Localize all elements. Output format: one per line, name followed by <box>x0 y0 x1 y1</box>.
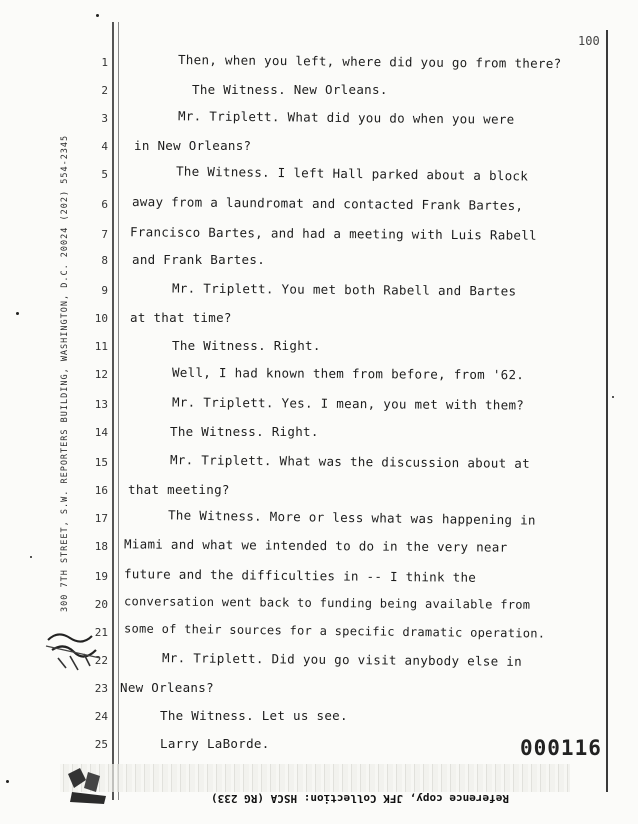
right-margin-rule <box>606 30 608 792</box>
document-stamp: 000116 <box>520 736 602 760</box>
ink-speck <box>30 556 32 558</box>
line-number: 16 <box>94 484 108 497</box>
transcript-line: Larry LaBorde. <box>160 736 270 751</box>
transcript-line: future and the difficulties in -- I think the <box>123 566 477 585</box>
line-number: 12 <box>94 368 108 381</box>
line-number: 7 <box>101 228 108 241</box>
transcript-line: and Frank Bartes. <box>132 252 266 267</box>
transcript-line: Mr. Triplett. Did you go visit anybody else in <box>161 650 523 669</box>
line-number: 25 <box>94 738 108 751</box>
transcript-line: Then, when you left, where did you go from there? <box>177 51 562 72</box>
line-number: 23 <box>94 682 108 695</box>
line-number: 1 <box>101 56 108 69</box>
stamp-smudge-icon <box>66 766 126 806</box>
transcript-line: away from a laundromat and contacted Frank Bartes, <box>131 193 524 214</box>
page-number: 100 <box>578 34 600 48</box>
transcript-line: The Witness. More or less what was happening in <box>167 507 536 528</box>
line-number: 5 <box>101 168 108 181</box>
line-number: 4 <box>101 140 108 153</box>
transcript-line: Francisco Bartes, and had a meeting with Luis Rabell <box>129 224 537 243</box>
transcript-line: Miami and what we intended to do in the very near <box>123 536 508 555</box>
line-number: 18 <box>94 540 108 553</box>
transcript-line: Mr. Triplett. What was the discussion about at <box>169 452 531 471</box>
transcript-line: in New Orleans? <box>134 138 252 153</box>
ink-speck <box>16 312 19 315</box>
transcript-line: The Witness. Right. <box>170 424 319 439</box>
scan-noise-band <box>60 764 570 792</box>
transcript-line: The Witness. I left Hall parked about a block <box>175 163 529 184</box>
line-number: 17 <box>94 512 108 525</box>
line-number: 19 <box>94 570 108 583</box>
handwritten-mark-icon <box>44 628 104 672</box>
line-number: 11 <box>94 340 108 353</box>
line-number: 9 <box>101 284 108 297</box>
line-number: 15 <box>94 456 108 469</box>
reporter-address: 300 7TH STREET, S.W. REPORTERS BUILDING, WASHINGTON, D.C. 20024 (202) 554-2345 <box>60 134 70 612</box>
line-number: 24 <box>94 710 108 723</box>
line-number: 13 <box>94 398 108 411</box>
archive-footer: Reference copy, JFK Collection: HSCA (RG 233) <box>211 792 510 805</box>
line-number: 8 <box>101 254 108 267</box>
line-number: 10 <box>94 312 108 325</box>
line-number: 21 <box>94 626 108 639</box>
transcript-line: that meeting? <box>128 482 230 497</box>
transcript-line: Well, I had known them from before, from '62. <box>171 364 525 383</box>
line-number: 2 <box>101 84 108 97</box>
ink-speck <box>96 14 99 17</box>
transcript-line: Mr. Triplett. Yes. I mean, you met with them? <box>171 394 525 413</box>
left-margin-rule <box>112 22 114 800</box>
transcript-line: The Witness. Right. <box>172 338 321 353</box>
transcript-line: The Witness. New Orleans. <box>192 82 388 97</box>
line-number: 14 <box>94 426 108 439</box>
left-margin-rule-inner <box>118 22 119 800</box>
transcript-line: The Witness. Let us see. <box>160 708 348 723</box>
line-number: 6 <box>101 198 108 211</box>
ink-speck <box>6 780 9 783</box>
transcript-line: at that time? <box>130 310 232 325</box>
line-number: 20 <box>94 598 108 611</box>
transcript-line: Mr. Triplett. What did you do when you were <box>177 108 515 127</box>
ink-speck <box>612 396 614 398</box>
transcript-line: New Orleans? <box>120 680 214 695</box>
transcript-line: some of their sources for a specific dramatic operation. <box>123 621 546 641</box>
transcript-line: Mr. Triplett. You met both Rabell and Bartes <box>171 280 517 299</box>
transcript-line: conversation went back to funding being available from <box>123 594 531 612</box>
line-number: 3 <box>101 112 108 125</box>
line-number: 22 <box>94 654 108 667</box>
